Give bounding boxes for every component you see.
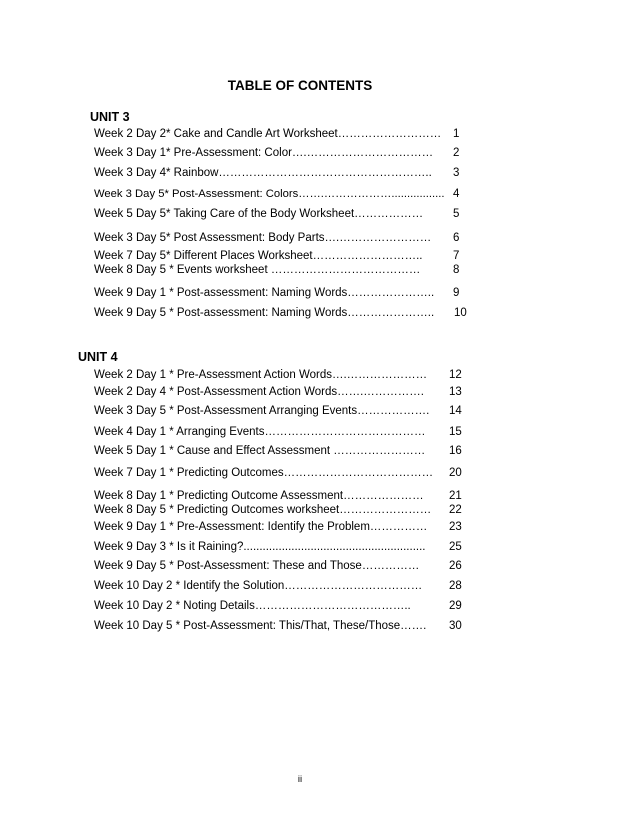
toc-entry-page: 20 — [449, 467, 462, 479]
toc-entry-page: 1 — [453, 128, 460, 140]
toc-entry-title: Week 4 Day 1 * Arranging Events…………………………………… — [94, 426, 426, 438]
toc-entry-page: 16 — [449, 445, 462, 457]
toc-entry-page: 9 — [453, 287, 460, 299]
toc-entry-title: Week 9 Day 1 * Pre-Assessment: Identify the Problem…………… — [94, 521, 428, 533]
toc-entry-page: 7 — [453, 250, 460, 262]
toc-entry-title: Week 3 Day 5* Post Assessment: Body Parts….…………………… — [94, 232, 432, 244]
toc-entry — [94, 466, 464, 480]
toc-entry — [94, 503, 464, 517]
toc-entry-page: 23 — [449, 521, 462, 533]
toc-entry — [94, 306, 467, 320]
toc-entry — [94, 489, 464, 503]
toc-entry-title: Week 5 Day 1 * Cause and Effect Assessment …………………… — [94, 445, 426, 457]
unit-4-heading: UNIT 4 — [78, 350, 118, 364]
toc-entry-title: Week 8 Day 5 * Predicting Outcomes worksheet…………………… — [94, 504, 432, 516]
toc-entry — [94, 520, 464, 534]
toc-entry — [94, 146, 464, 160]
toc-entry-page: 13 — [449, 386, 462, 398]
toc-entry-title: Week 3 Day 4* Rainbow……………………………………………….. — [94, 167, 432, 179]
toc-entry — [94, 385, 464, 399]
page-title: TABLE OF CONTENTS — [227, 78, 373, 93]
toc-entry-page: 2 — [453, 147, 460, 159]
toc-entry-page: 14 — [449, 405, 462, 417]
toc-entry-page: 30 — [449, 620, 462, 632]
toc-entry — [94, 579, 464, 593]
toc-entry-title: Week 7 Day 5* Different Places Worksheet……………………….. — [94, 250, 423, 262]
toc-entry-title: Week 2 Day 2* Cake and Candle Art Worksheet……………………… — [94, 128, 442, 140]
toc-entry-title: Week 5 Day 5* Taking Care of the Body Worksheet……………… — [94, 208, 424, 220]
toc-entry-page: 25 — [449, 541, 462, 553]
toc-entry-page: 10 — [454, 307, 467, 319]
toc-entry-title: Week 2 Day 4 * Post-Assessment Action Words…….……………. — [94, 386, 424, 398]
toc-entry-title: Week 10 Day 5 * Post-Assessment: This/That, These/Those……. — [94, 620, 427, 632]
toc-entry — [94, 231, 464, 245]
toc-entry-page: 28 — [449, 580, 462, 592]
toc-entry-page: 12 — [449, 369, 462, 381]
toc-entry — [94, 599, 464, 613]
toc-entry — [94, 263, 464, 277]
toc-entry-page: 22 — [449, 504, 462, 516]
toc-entry — [94, 404, 464, 418]
toc-entry — [94, 368, 464, 382]
toc-entry-title: Week 7 Day 1 * Predicting Outcomes………………………………… — [94, 467, 434, 479]
toc-entry — [94, 187, 464, 201]
unit-3-heading: UNIT 3 — [90, 110, 130, 124]
toc-entry-title: Week 2 Day 1 * Pre-Assessment Action Words….………………… — [94, 369, 428, 381]
toc-entry-title: Week 3 Day 1* Pre-Assessment: Color….…………………………… — [94, 147, 434, 159]
toc-entry-page: 15 — [449, 426, 462, 438]
toc-entry — [94, 286, 464, 300]
toc-entry-title: Week 9 Day 5 * Post-assessment: Naming Words………………….. — [94, 307, 435, 319]
toc-entry-page: 3 — [453, 167, 460, 179]
toc-entry — [94, 540, 464, 554]
toc-entry-title: Week 9 Day 1 * Post-assessment: Naming Words………………….. — [94, 287, 435, 299]
toc-entry-title: Week 9 Day 3 * Is it Raining?......................................................... — [94, 541, 426, 553]
toc-entry-title: Week 3 Day 5 * Post-Assessment Arranging Events………………. — [94, 405, 430, 417]
toc-entry-page: 6 — [453, 232, 460, 244]
toc-entry-title: Week 9 Day 5 * Post-Assessment: These and Those…………… — [94, 560, 420, 572]
toc-entry-title: Week 10 Day 2 * Identify the Solution……………………………… — [94, 580, 423, 592]
toc-entry-page: 8 — [453, 264, 460, 276]
toc-entry — [94, 166, 464, 180]
toc-entry-title: Week 3 Day 5* Post-Assessment: Colors…….………………................. — [94, 188, 445, 200]
toc-entry — [94, 425, 464, 439]
toc-entry — [94, 444, 464, 458]
toc-entry — [94, 127, 464, 141]
toc-entry-page: 29 — [449, 600, 462, 612]
toc-entry-page: 21 — [449, 490, 462, 502]
toc-entry — [94, 619, 464, 633]
toc-entry-page: 4 — [453, 188, 460, 200]
toc-entry-page: 26 — [449, 560, 462, 572]
toc-entry-title: Week 8 Day 5 * Events worksheet ………………………………… — [94, 264, 421, 276]
toc-entry-page: 5 — [453, 208, 460, 220]
page-number: ii — [297, 774, 303, 785]
toc-entry — [94, 207, 464, 221]
toc-entry-title: Week 10 Day 2 * Noting Details………………………………….. — [94, 600, 411, 612]
toc-entry — [94, 559, 464, 573]
toc-entry-title: Week 8 Day 1 * Predicting Outcome Assessment………………… — [94, 490, 424, 502]
toc-entry — [94, 249, 464, 263]
